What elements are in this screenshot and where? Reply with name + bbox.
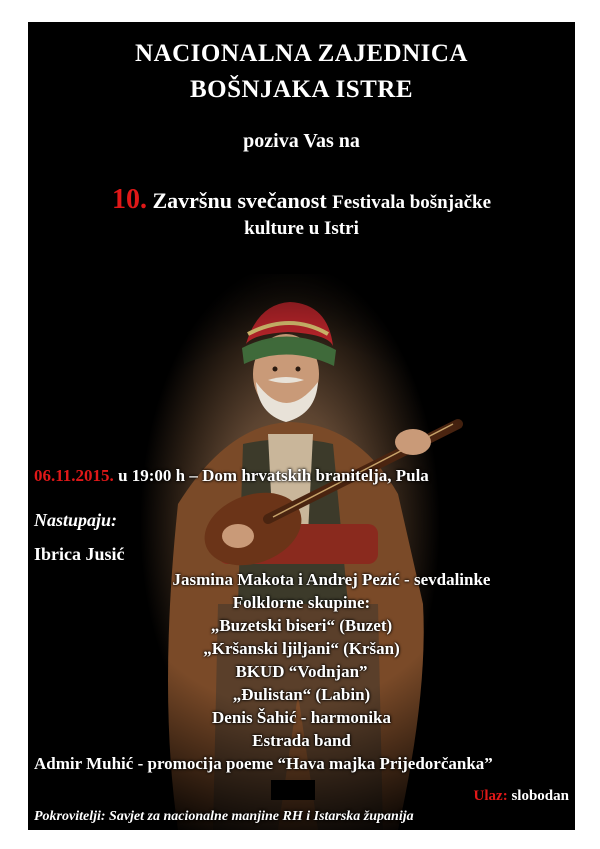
performer-item: Admir Muhić - promocija poeme “Hava majka Prijedorčanka” [34, 754, 493, 773]
entry-value: slobodan [511, 788, 569, 804]
event-date-venue [34, 466, 429, 486]
performer-item: „Kršanski ljiljani“ (Kršan) [203, 639, 400, 658]
invite-text: poziva Vas na [243, 130, 360, 152]
performer-item: Estrada band [252, 731, 351, 750]
performer-item: „Buzetski biseri“ (Buzet) [210, 616, 393, 635]
performer-item: BKUD “Vodnjan” [235, 662, 368, 681]
performer-item: Folklorne skupine: [232, 593, 371, 612]
event-title-b: Festivala bošnjačke [332, 192, 492, 213]
entry-info [474, 788, 569, 805]
event-date: 06.11.2015. [34, 466, 114, 485]
event-poster [28, 22, 575, 830]
performer-item: Denis Šahić - harmonika [212, 708, 391, 727]
poster-header [28, 22, 575, 274]
event-number: 10. [111, 184, 147, 215]
event-title-line1 [28, 184, 575, 216]
organizer-title-line2: BOŠNJAKA ISTRE [189, 76, 414, 103]
redaction-bar [271, 780, 315, 800]
performers-heading: Nastupaju: [34, 510, 118, 530]
event-title-a: Završnu svečanost [152, 188, 327, 213]
event-time-venue: u 19:00 h – Dom hrvatskih branitelja, Pula [118, 466, 429, 485]
performer-item: Ibrica Jusić [34, 544, 125, 564]
event-title-line2: kulture u Istri [244, 218, 359, 239]
performer-item: Jasmina Makota i Andrej Pezić - sevdalinke [172, 570, 491, 589]
entry-label: Ulaz: [473, 788, 508, 804]
organizer-title-line1: NACIONALNA ZAJEDNICA [135, 40, 468, 67]
sponsors-text: Pokrovitelji: Savjet za nacionalne manjine RH i Istarska županija [34, 809, 414, 824]
performer-item: „Đulistan“ (Labin) [232, 685, 371, 704]
